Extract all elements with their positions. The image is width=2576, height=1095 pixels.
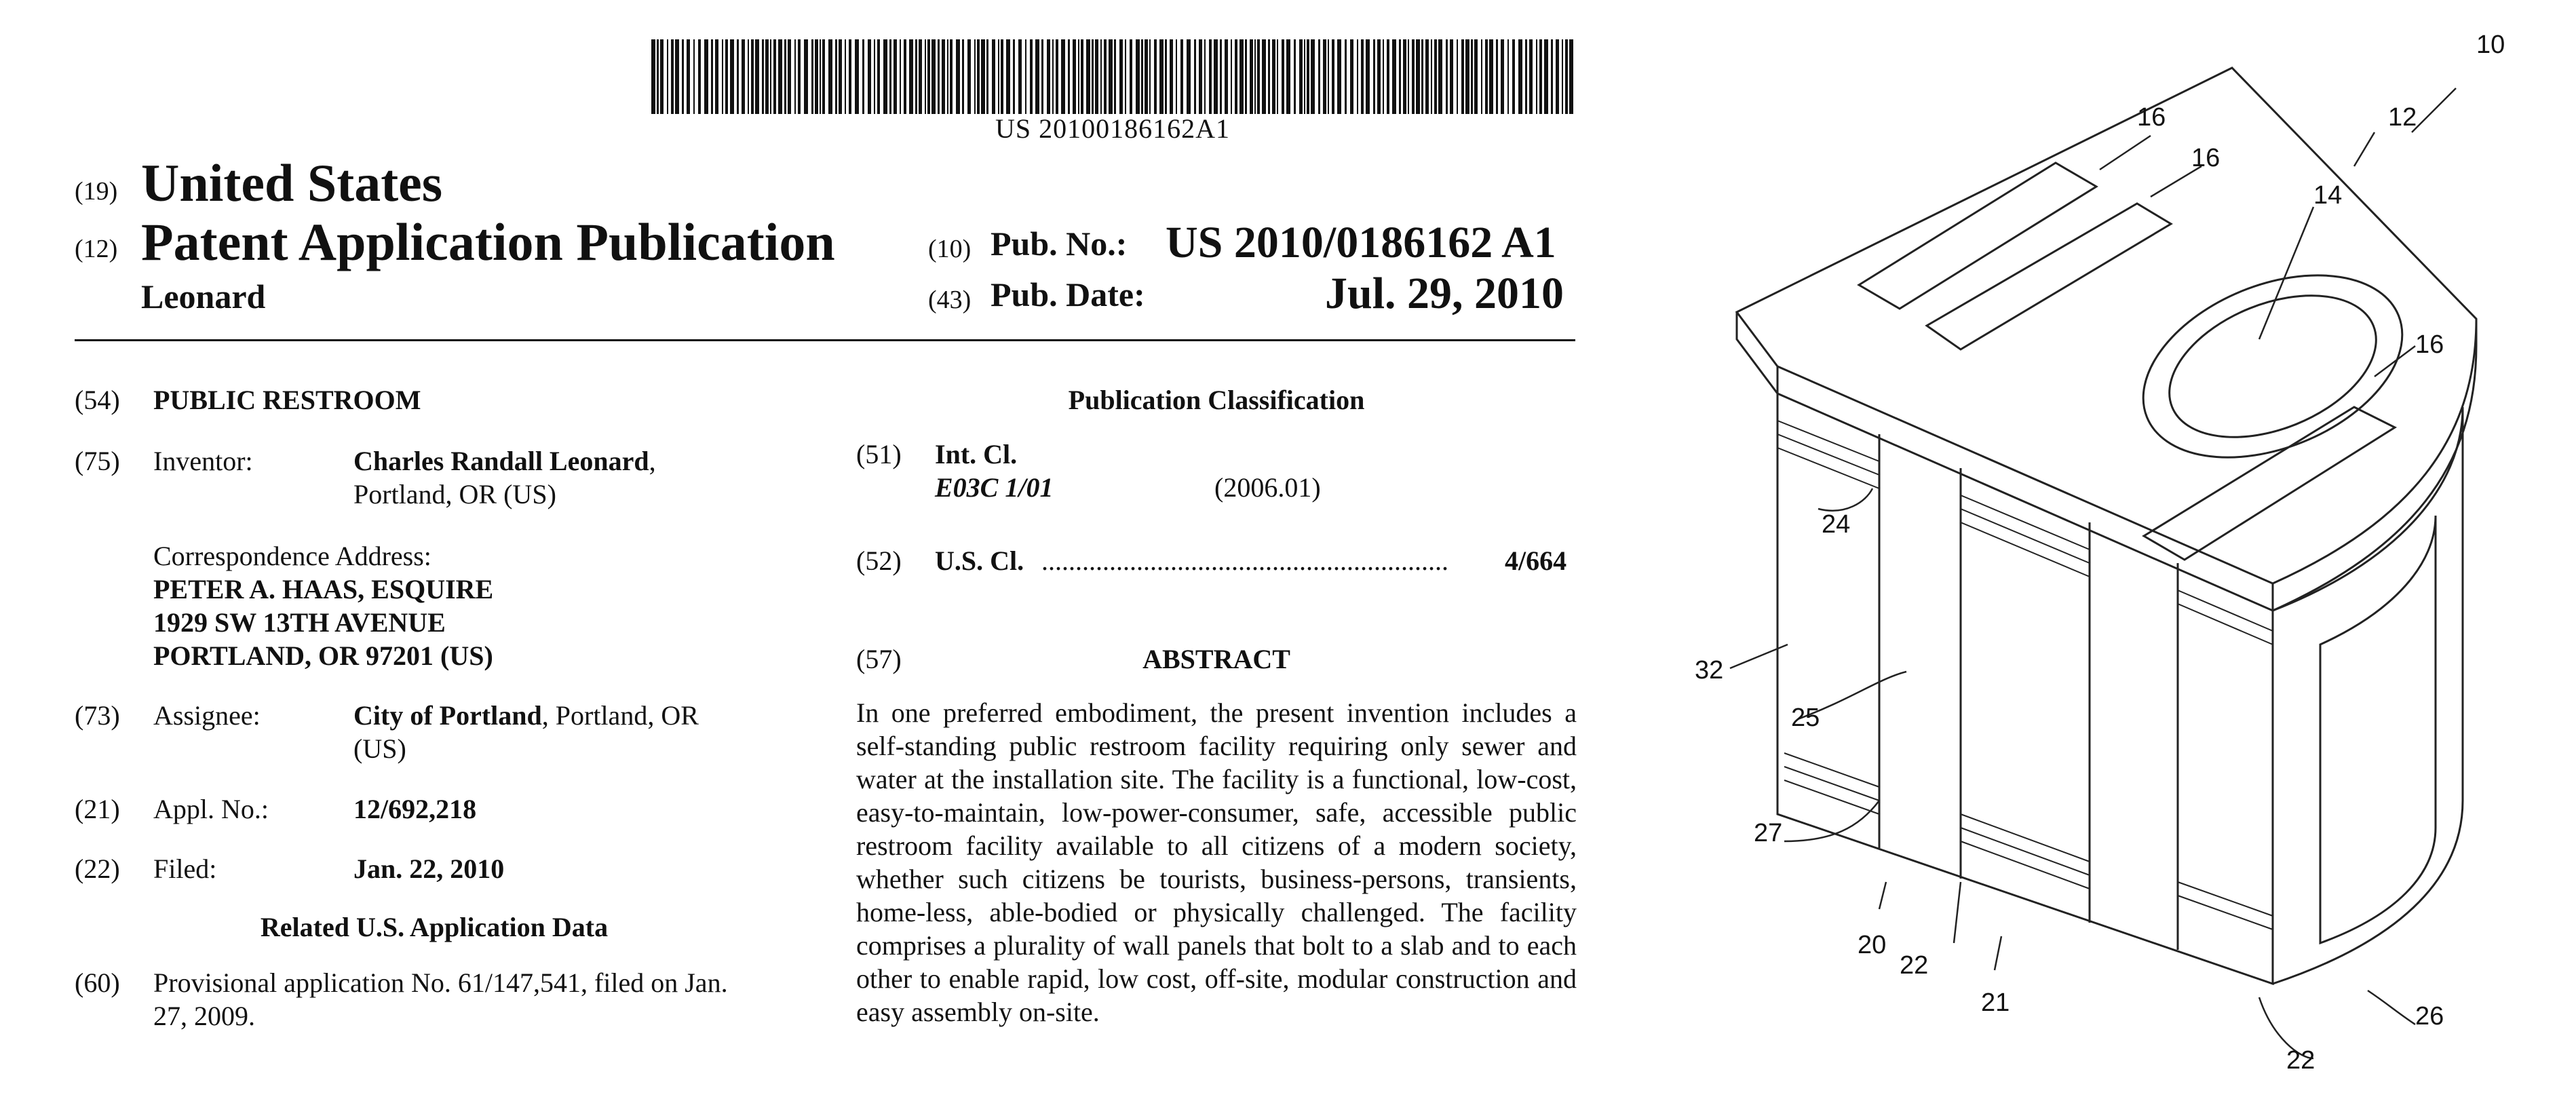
int-cl-label: Int. Cl. — [935, 439, 1018, 469]
barcode-bar — [755, 39, 759, 114]
barcode-bar — [671, 39, 674, 114]
appl-label: Appl. No.: — [153, 794, 269, 824]
correspondence-line: PORTLAND, OR 97201 (US) — [153, 640, 493, 671]
correspondence-line: PETER A. HAAS, ESQUIRE — [153, 574, 494, 604]
assignee-location: , Portland, OR — [541, 700, 699, 731]
inventor-surname: Leonard — [141, 277, 266, 315]
barcode-bar — [1501, 39, 1504, 114]
assignee-country: (US) — [353, 733, 406, 764]
callout-number: 24 — [1822, 510, 1851, 539]
barcode-bar — [1337, 39, 1341, 114]
int-cl-class: E03C 1/01 — [935, 472, 1054, 503]
barcode-bar — [1081, 39, 1083, 114]
callout-number: 16 — [2191, 144, 2221, 172]
barcode-bar — [660, 39, 664, 114]
appl-value: 12/692,218 — [353, 794, 477, 824]
barcode-bar — [893, 39, 897, 114]
inventor-location: Portland, OR (US) — [353, 479, 556, 510]
barcode-bar — [919, 39, 922, 114]
drawing-callouts — [1695, 31, 2505, 1075]
barcode-bar — [839, 39, 842, 114]
barcode-bar — [1125, 39, 1126, 114]
callout-number: 12 — [2388, 103, 2417, 132]
barcode-bar — [845, 39, 846, 114]
barcode-bar — [1392, 39, 1396, 114]
barcode-bar — [798, 39, 801, 114]
barcode-bar — [938, 39, 940, 114]
provisional-text: Provisional application No. 61/147,541, filed on Jan. — [153, 967, 728, 998]
barcode-bar — [1307, 39, 1309, 114]
barcode-bar — [1318, 39, 1320, 114]
barcode-bar — [1268, 39, 1270, 114]
barcode-bar — [904, 39, 906, 114]
barcode-bar — [1412, 39, 1415, 114]
roof-vent-ring — [2117, 240, 2429, 493]
barcode-bar — [822, 39, 825, 114]
barcode-bar — [828, 39, 832, 114]
barcode-bar — [1461, 39, 1464, 114]
barcode-bar — [1551, 39, 1553, 114]
barcode-bar — [1328, 39, 1329, 114]
barcode-bar — [1294, 39, 1296, 114]
barcode-bar — [967, 39, 971, 114]
barcode-bar — [1525, 39, 1527, 114]
barcode-bar — [1450, 39, 1453, 114]
filed-value: Jan. 22, 2010 — [353, 853, 505, 884]
callout-number: 14 — [2313, 181, 2343, 210]
barcode-bar — [1073, 39, 1076, 114]
barcode-bar — [1485, 39, 1488, 114]
correspondence-line: 1929 SW 13TH AVENUE — [153, 607, 446, 638]
barcode-bar — [874, 39, 875, 114]
barcode-bar — [1366, 39, 1370, 114]
correspondence-label: Correspondence Address: — [153, 541, 431, 571]
barcode-bar — [722, 39, 723, 114]
barcode-bar — [977, 39, 980, 114]
barcode-bar — [1272, 39, 1275, 114]
callout-number: 16 — [2137, 103, 2166, 132]
callout-number: 32 — [1695, 656, 1724, 685]
barcode-bar — [1092, 39, 1094, 114]
barcode-bar — [1304, 39, 1305, 114]
barcode-bar — [1214, 39, 1218, 114]
barcode-bar — [1141, 39, 1143, 114]
barcode-bar — [711, 39, 713, 114]
barcode-bar — [889, 39, 891, 114]
barcode-bar — [1496, 39, 1498, 114]
abstract-text: In one preferred embodiment, the present invention includes a self-standing public restroom facility requiring only sewer and water at the installation site. The facility is a functional, low-cost, easy-to-maintain, low-power-consumer, safe, accessible public restroom facility available to all citizens of a modern society, whether such citizens be tourists, business-persons, transients, home-less, able-bodied or physically challenged. The facility comprises a plurality of wall panels that bolt to a slab and to each other to enable rapid, low cost, off-site, modular construction and easy assembly on-site. — [856, 697, 1577, 1027]
barcode-bar — [682, 39, 684, 114]
barcode-bar — [651, 39, 655, 114]
barcode-bar — [1361, 39, 1364, 114]
int-cl-year: (2006.01) — [1214, 472, 1321, 503]
barcode-bar — [1061, 39, 1065, 114]
barcode-bar — [835, 39, 837, 114]
barcode-bar — [1529, 39, 1533, 114]
code-75: (75) — [75, 446, 120, 476]
barcode-bar — [992, 39, 995, 114]
abstract-heading: ABSTRACT — [1142, 644, 1290, 674]
skylight — [1859, 163, 2096, 309]
barcode-bar — [1446, 39, 1448, 114]
inventor-name-suffix: , — [649, 446, 656, 476]
country-title: United States — [141, 153, 443, 212]
barcode-bar — [1013, 39, 1015, 114]
code-54: (54) — [75, 385, 120, 415]
assignee-label: Assignee: — [153, 700, 261, 731]
barcode-bar — [1416, 39, 1420, 114]
barcode-bar — [931, 39, 936, 114]
barcode-bar — [773, 39, 776, 114]
barcode-bar — [1474, 39, 1478, 114]
pub-no-label: Pub. No.: — [991, 225, 1128, 263]
barcode-bar — [657, 39, 659, 114]
code-43: (43) — [928, 286, 972, 314]
barcode-bar — [1025, 39, 1026, 114]
barcode-bar — [1457, 39, 1458, 114]
barcode-bar — [820, 39, 821, 114]
barcode-bar — [762, 39, 764, 114]
barcode-bar — [925, 39, 926, 114]
barcode-bar — [1170, 39, 1173, 114]
barcode-bar — [1109, 39, 1113, 114]
document-type-title: Patent Application Publication — [141, 212, 835, 271]
code-73: (73) — [75, 700, 120, 731]
barcode-bar — [794, 39, 796, 114]
barcode-bar — [1030, 39, 1033, 114]
barcode-bar — [667, 39, 668, 114]
barcode-bar — [815, 39, 818, 114]
barcode-bar — [1095, 39, 1098, 114]
barcode-bar — [942, 39, 945, 114]
barcode-bar — [1209, 39, 1212, 114]
barcode-bar — [788, 39, 791, 114]
barcode-bar — [1512, 39, 1515, 114]
wall-left — [1777, 393, 2273, 984]
barcode-bar — [1130, 39, 1132, 114]
pub-date-label: Pub. Date: — [991, 275, 1145, 313]
code-12: (12) — [75, 235, 118, 263]
callout-number: 21 — [1981, 988, 2010, 1017]
barcode-bar — [748, 39, 749, 114]
barcode-bar — [1194, 39, 1196, 114]
provisional-text-cont: 27, 2009. — [153, 1001, 255, 1031]
barcode-bar — [737, 39, 739, 114]
barcode-bar — [909, 39, 913, 114]
roof-face — [1777, 366, 2273, 611]
roof-edge — [1737, 312, 2476, 611]
barcode-bar — [1068, 39, 1070, 114]
barcode-bar — [1562, 39, 1563, 114]
barcode-bar — [1311, 39, 1315, 114]
barcode-bar — [687, 39, 690, 114]
restroom-drawing — [1676, 0, 2576, 1095]
barcode-bar — [1565, 39, 1568, 114]
barcode-bar — [1154, 39, 1157, 114]
pub-no-value: US 2010/0186162 A1 — [1166, 218, 1556, 267]
barcode-bar — [1286, 39, 1290, 114]
barcode-bar — [1373, 39, 1375, 114]
code-57: (57) — [856, 644, 902, 674]
callout-number: 25 — [1791, 704, 1820, 732]
callout-number: 22 — [2286, 1046, 2315, 1075]
barcode-bar — [998, 39, 999, 114]
barcode-bar — [1165, 39, 1167, 114]
barcode-bar — [730, 39, 734, 114]
barcode-bar — [1408, 39, 1409, 114]
barcode-bar — [693, 39, 695, 114]
barcode-bar — [877, 39, 880, 114]
code-22: (22) — [75, 853, 120, 884]
barcode-bar — [1220, 39, 1222, 114]
barcode-bar — [962, 39, 964, 114]
barcode-bar — [1006, 39, 1010, 114]
code-19: (19) — [75, 177, 118, 206]
barcode-bar — [1149, 39, 1151, 114]
barcode-bar — [1471, 39, 1473, 114]
barcode-bar — [765, 39, 769, 114]
assignee-value — [353, 699, 699, 732]
us-cl-label: U.S. Cl. — [935, 545, 1024, 576]
barcode-bar — [1421, 39, 1423, 114]
barcode-bar — [1136, 39, 1140, 114]
barcode-bar — [1114, 39, 1116, 114]
barcode-bar — [1357, 39, 1358, 114]
callout-number: 16 — [2415, 330, 2444, 359]
barcode-bar — [1257, 39, 1260, 114]
barcode-bar — [698, 39, 701, 114]
barcode-bar — [915, 39, 917, 114]
barcode-bar — [784, 39, 786, 114]
skylight — [1927, 204, 2171, 349]
barcode-bar — [1041, 39, 1043, 114]
barcode-bar — [1431, 39, 1432, 114]
inventor-name-text: Charles Randall Leonard — [353, 446, 649, 476]
barcode-bar — [1225, 39, 1228, 114]
barcode-bar — [1035, 39, 1039, 114]
barcode-bar — [1159, 39, 1164, 114]
code-52: (52) — [856, 545, 902, 576]
barcode-bar — [1481, 39, 1482, 114]
barcode-bar — [868, 39, 871, 114]
barcode-bar — [1277, 39, 1278, 114]
barcode — [651, 39, 1574, 114]
wall-curved — [2273, 407, 2463, 984]
inventor-label: Inventor: — [153, 446, 253, 476]
callout-number: 26 — [2415, 1002, 2444, 1031]
header-divider — [75, 339, 1575, 341]
barcode-bar — [1199, 39, 1202, 114]
us-cl-value: 4/664 — [1505, 545, 1567, 576]
barcode-bar — [1078, 39, 1079, 114]
barcode-bar — [1052, 39, 1054, 114]
barcode-bar — [849, 39, 851, 114]
barcode-bar — [950, 39, 953, 114]
barcode-bar — [1377, 39, 1381, 114]
barcode-bar — [1383, 39, 1384, 114]
barcode-bar — [804, 39, 808, 114]
barcode-bar — [986, 39, 988, 114]
barcode-bar — [862, 39, 864, 114]
barcode-bar — [704, 39, 708, 114]
callout-number: 22 — [1900, 951, 1929, 980]
barcode-number: US 20100186162A1 — [995, 113, 1231, 144]
barcode-bar — [742, 39, 745, 114]
us-cl-leader: ............................................................ — [1041, 545, 1448, 576]
barcode-bar — [1345, 39, 1347, 114]
barcode-bar — [1556, 39, 1559, 114]
barcode-bar — [725, 39, 728, 114]
publication-classification-heading: Publication Classification — [1068, 385, 1365, 415]
barcode-bar — [1518, 39, 1522, 114]
leader-lines — [1730, 88, 2456, 1058]
barcode-bar — [1086, 39, 1090, 114]
barcode-bar — [1399, 39, 1401, 114]
barcode-bar — [811, 39, 813, 114]
barcode-bar — [1145, 39, 1148, 114]
barcode-bar — [883, 39, 887, 114]
barcode-bar — [1323, 39, 1326, 114]
barcode-bar — [1539, 39, 1542, 114]
code-10: (10) — [928, 235, 972, 263]
barcode-bar — [1489, 39, 1493, 114]
barcode-bar — [1235, 39, 1237, 114]
roof-vent — [2149, 268, 2397, 465]
louvres — [1777, 421, 2273, 929]
barcode-bar — [1180, 39, 1183, 114]
barcode-bar — [1001, 39, 1003, 114]
code-60: (60) — [75, 967, 120, 998]
related-data-heading: Related U.S. Application Data — [260, 912, 609, 942]
barcode-bar — [751, 39, 754, 114]
barcode-bar — [1056, 39, 1058, 114]
barcode-bar — [956, 39, 960, 114]
barcode-bar — [855, 39, 859, 114]
barcode-bar — [1187, 39, 1191, 114]
barcode-bar — [1438, 39, 1442, 114]
pub-date-value: Jul. 29, 2010 — [1325, 269, 1564, 318]
barcode-bar — [1332, 39, 1334, 114]
barcode-bar — [1204, 39, 1206, 114]
barcode-bar — [981, 39, 985, 114]
inventor-name — [353, 444, 656, 478]
barcode-bar — [715, 39, 718, 114]
barcode-bar — [1262, 39, 1266, 114]
filed-label: Filed: — [153, 853, 217, 884]
barcode-bar — [974, 39, 976, 114]
barcode-bar — [947, 39, 948, 114]
barcode-bar — [778, 39, 782, 114]
barcode-bar — [1047, 39, 1050, 114]
barcode-bar — [1434, 39, 1437, 114]
barcode-bar — [1231, 39, 1232, 114]
barcode-bar — [770, 39, 771, 114]
barcode-bar — [1569, 39, 1573, 114]
barcode-bar — [1176, 39, 1177, 114]
barcode-bar — [1536, 39, 1537, 114]
roof-outline — [1737, 68, 2476, 583]
barcode-bar — [1282, 39, 1284, 114]
barcode-bar — [1299, 39, 1303, 114]
invention-title: PUBLIC RESTROOM — [153, 385, 421, 415]
barcode-bar — [1100, 39, 1102, 114]
code-21: (21) — [75, 794, 120, 824]
barcode-bar — [1403, 39, 1406, 114]
barcode-bar — [1465, 39, 1469, 114]
barcode-bar — [1018, 39, 1022, 114]
barcode-bar — [1507, 39, 1509, 114]
barcode-bar — [1245, 39, 1247, 114]
barcode-bar — [1250, 39, 1253, 114]
barcode-bar — [1387, 39, 1389, 114]
barcode-bar — [927, 39, 930, 114]
panel-seam — [1879, 434, 2178, 950]
barcode-bar — [1425, 39, 1429, 114]
callout-number: 10 — [2476, 31, 2505, 59]
barcode-bar — [1350, 39, 1353, 114]
callout-number: 27 — [1754, 819, 1783, 847]
callout-number: 20 — [1858, 931, 1887, 959]
code-51: (51) — [856, 439, 902, 469]
barcode-bar — [1119, 39, 1123, 114]
barcode-bar — [1254, 39, 1256, 114]
barcode-bar — [1239, 39, 1244, 114]
assignee-name: City of Portland — [353, 700, 542, 731]
barcode-bar — [900, 39, 901, 114]
barcode-bar — [675, 39, 679, 114]
barcode-bar — [1544, 39, 1548, 114]
barcode-bar — [1104, 39, 1107, 114]
